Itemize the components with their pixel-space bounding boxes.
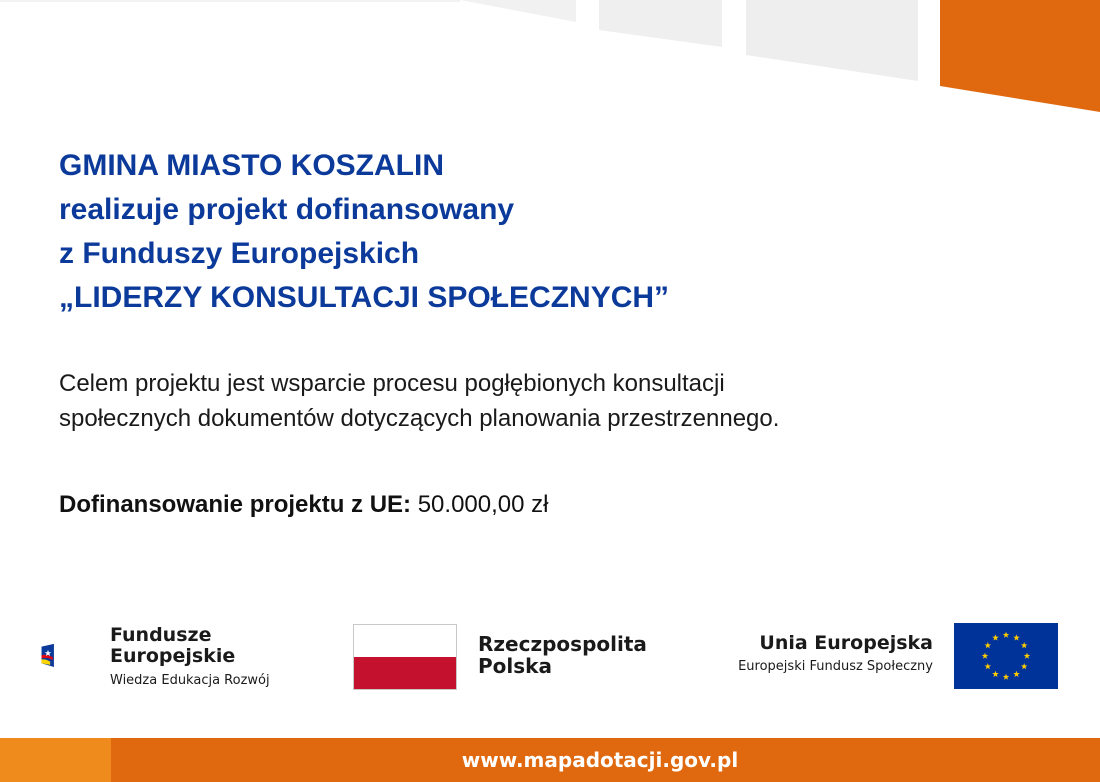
description-line: Celem projektu jest wsparcie procesu pogłębionych konsultacji (59, 370, 725, 397)
funding-value: 50.000,00 zł (417, 491, 549, 518)
funding-label: Dofinansowanie projektu z UE: (59, 491, 412, 518)
description-line: społecznych dokumentów dotyczących planowania przestrzennego. (59, 405, 780, 432)
eu-text (738, 631, 933, 676)
fe-title-line2: Europejskie (110, 645, 236, 667)
heading-line: GMINA MIASTO KOSZALIN (59, 149, 444, 182)
rzeczpospolita-text (478, 633, 647, 677)
eu-title: Unia Europejska (759, 632, 933, 654)
fe-title-line1: Fundusze (110, 624, 212, 646)
fe-subtitle: Wiedza Edukacja Rozwój (110, 673, 270, 688)
funding-info (59, 489, 548, 521)
eu-subtitle: Europejski Fundusz Społeczny (738, 659, 933, 674)
eu-flag-icon (954, 623, 1058, 689)
heading-line: realizuje projekt dofinansowany (59, 193, 515, 226)
heading-line: z Funduszy Europejskich (59, 237, 420, 270)
fundusze-europejskie-text (110, 625, 270, 691)
heading-line: „LIDERZY KONSULTACJI SPOŁECZNYCH” (59, 281, 670, 314)
rp-line1: Rzeczpospolita (478, 632, 647, 656)
project-heading (59, 144, 669, 320)
header-decoration (0, 0, 1100, 120)
project-description (59, 366, 779, 436)
footer-url[interactable]: www.mapadotacji.gov.pl (461, 748, 739, 772)
footer-bar (0, 738, 1100, 782)
fundusze-europejskie-logo-icon (41, 611, 111, 701)
rp-line2: Polska (478, 654, 552, 678)
polish-flag-icon (353, 624, 457, 690)
